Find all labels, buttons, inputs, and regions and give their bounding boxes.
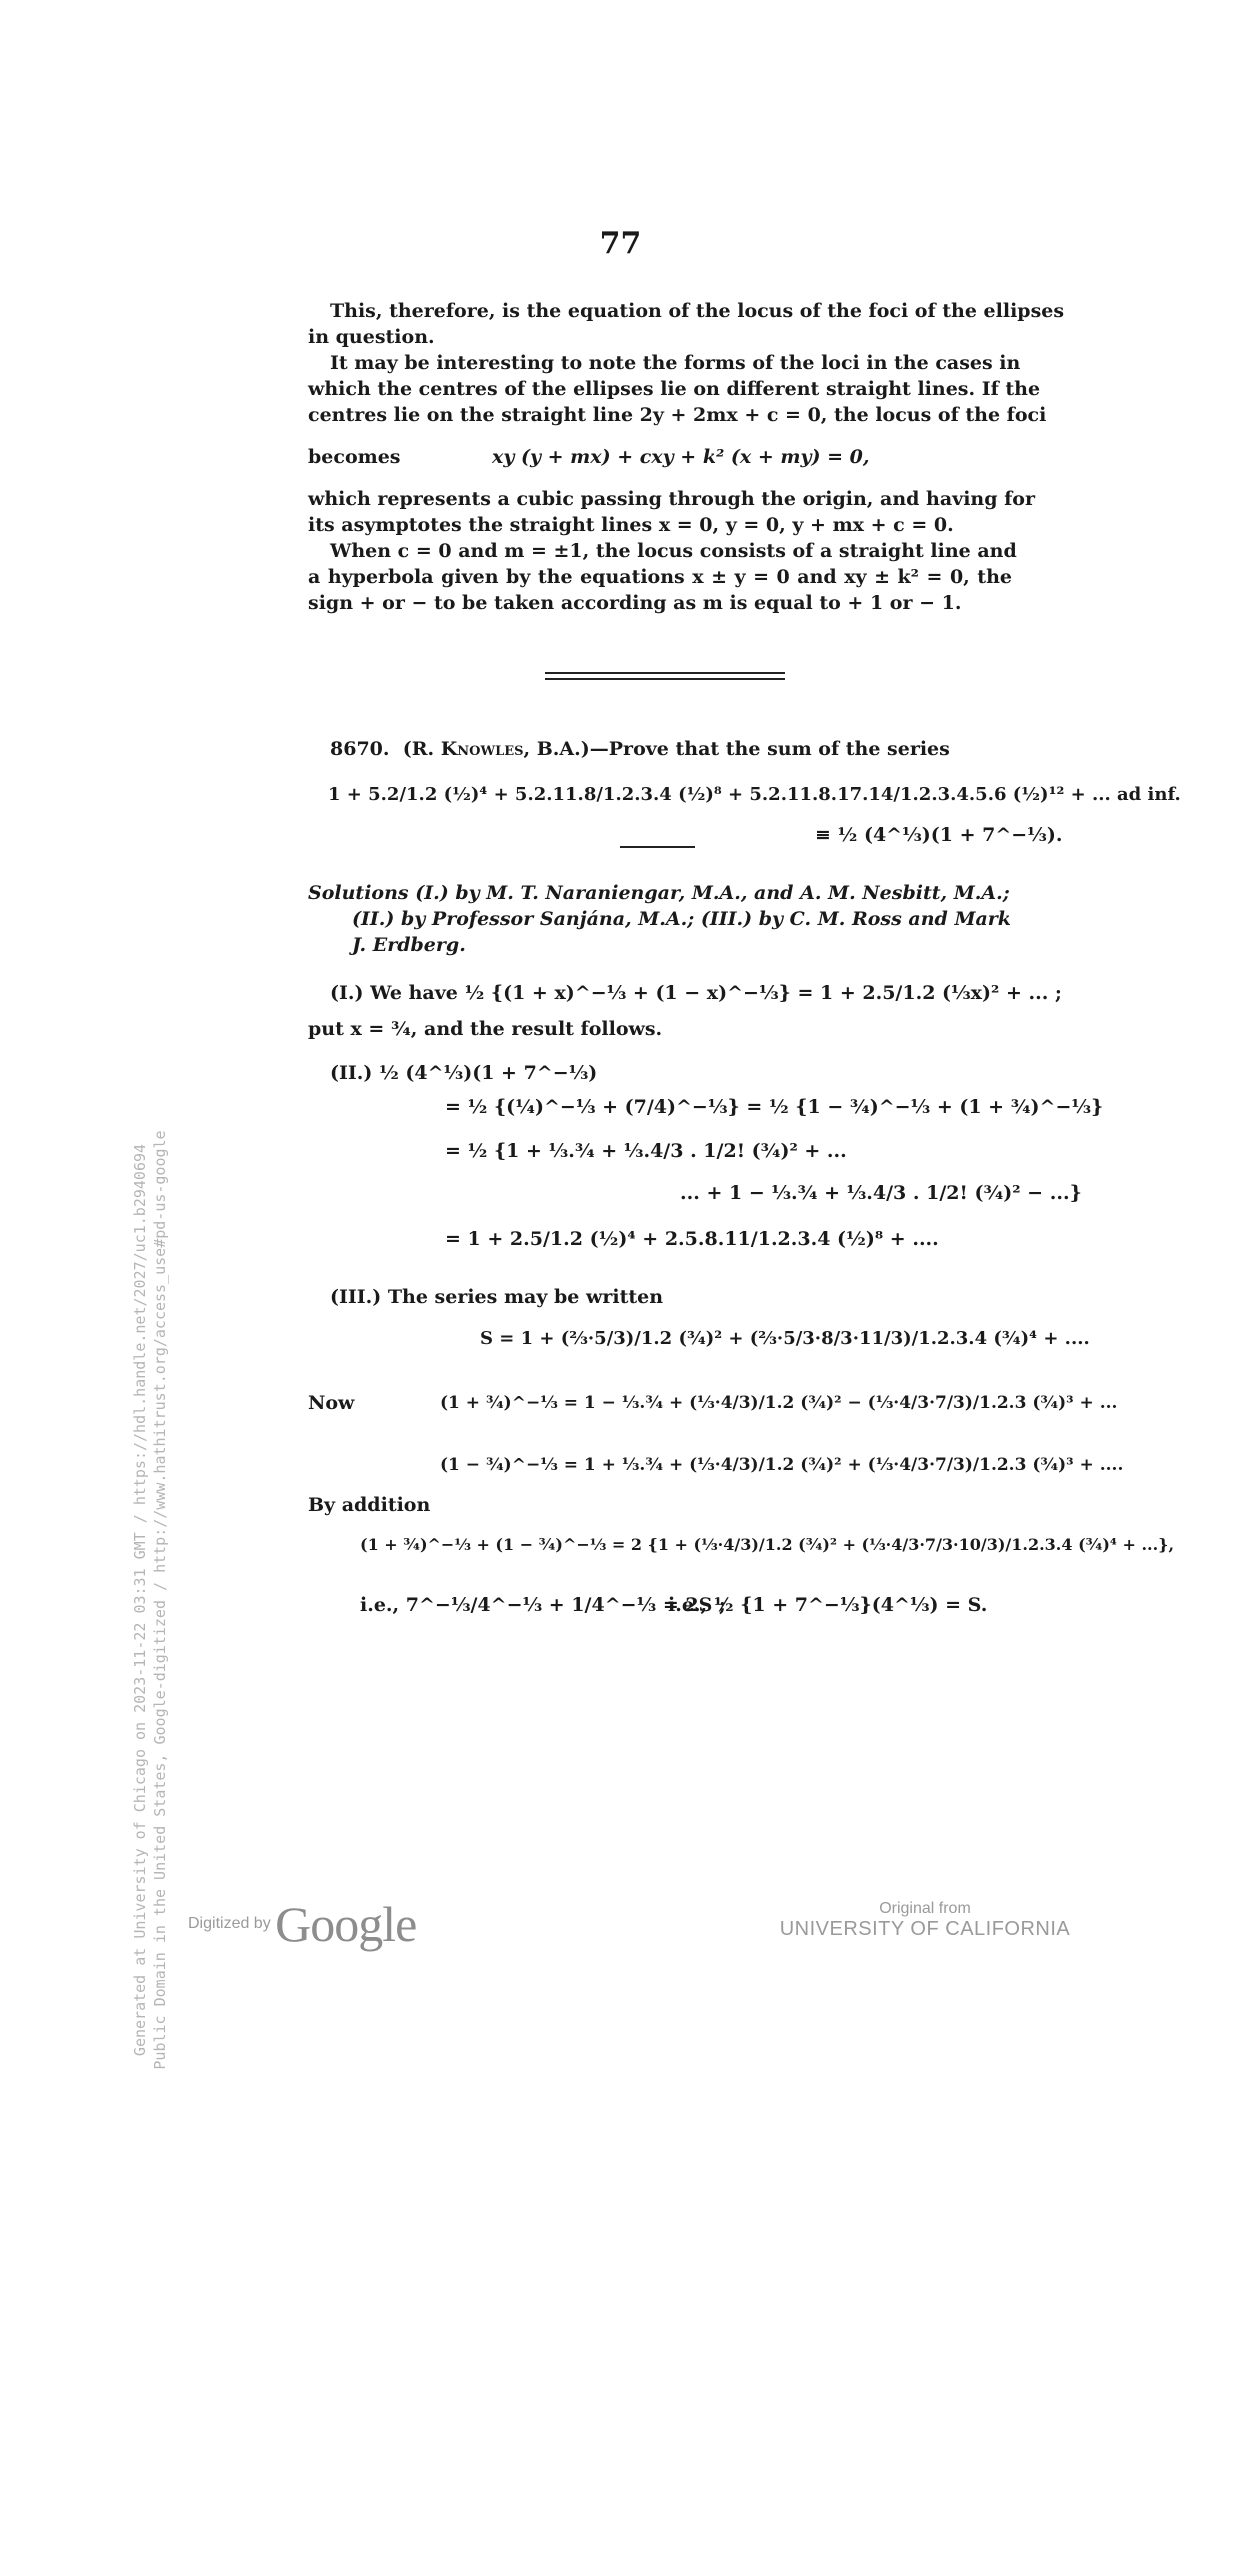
hathitrust-watermark — [130, 650, 170, 2550]
solution-1-line-2: put x = ¾, and the result follows. — [308, 1018, 663, 1040]
section-divider-bottom — [545, 678, 785, 680]
solution-1-line-1: (I.) We have ½ {(1 + x)^−⅓ + (1 − x)^−⅓} = 1 + 2.5/1.2 (⅓x)² + ... ; — [330, 982, 1062, 1004]
para3-line-1: which represents a cubic passing through the origin, and having for — [308, 488, 1035, 510]
solution-2-line-5: = 1 + 2.5/1.2 (½)⁴ + 2.5.8.11/1.2.3.4 (½)⁸ + .... — [445, 1228, 939, 1250]
problem-text: —Prove that the sum of the series — [589, 738, 950, 760]
para2-line-3: centres lie on the straight line 2y + 2mx + c = 0, the locus of the foci — [308, 404, 1047, 426]
solution-2-line-4: ... + 1 − ⅓.¾ + ⅓.4/3 . 1/2! (¾)² − ...} — [680, 1182, 1082, 1204]
para2-line-2: which the centres of the ellipses lie on different straight lines. If the — [308, 378, 1041, 400]
solution-3-ie-2: i.e., ½ {1 + 7^−⅓}(4^⅓) = S. — [668, 1594, 988, 1616]
solutions-heading-line-3: J. Erdberg. — [352, 934, 466, 956]
solution-2-line-3: = ½ {1 + ⅓.¾ + ⅓.4/3 . 1/2! (¾)² + ... — [445, 1140, 847, 1162]
para4-line-1: When c = 0 and m = ±1, the locus consists of a straight line and — [330, 540, 1017, 562]
solution-3-s-equation: S = 1 + (⅔·5/3)/1.2 (¾)² + (⅔·5/3·8/3·11/3)/1.2.3.4 (¾)⁴ + .... — [480, 1328, 1090, 1349]
solution-3-now-eq-1: (1 + ¾)^−⅓ = 1 − ⅓.¾ + (⅓·4/3)/1.2 (¾)² − (⅓·4/3·7/3)/1.2.3 (¾)³ + ... — [440, 1393, 1118, 1413]
page-number: 77 — [599, 226, 642, 261]
solution-2-line-1: (II.) ½ (4^⅓)(1 + 7^−⅓) — [330, 1062, 598, 1084]
para3-line-2: its asymptotes the straight lines x = 0, y = 0, y + mx + c = 0. — [308, 514, 954, 536]
solution-3-now-label: Now — [308, 1392, 355, 1414]
para4-line-2: a hyperbola given by the equations x ± y = 0 and xy ± k² = 0, the — [308, 566, 1012, 588]
problem-series: 1 + 5.2/1.2 (½)⁴ + 5.2.11.8/1.2.3.4 (½)⁸ + 5.2.11.8.17.14/1.2.3.4.5.6 (½)¹² + ... ad inf. — [328, 784, 1181, 805]
problem-short-rule — [620, 846, 695, 848]
original-from-label: Original from — [879, 1900, 971, 1917]
section-divider-top — [545, 672, 785, 674]
solution-3-now-eq-2: (1 − ¾)^−⅓ = 1 + ⅓.¾ + (⅓·4/3)/1.2 (¾)² + (⅓·4/3·7/3)/1.2.3 (¾)³ + .... — [440, 1455, 1124, 1475]
problem-author: (R. Knowles, B.A.) — [402, 738, 590, 760]
digitized-by-google — [188, 1895, 416, 1953]
problem-number: 8670. — [330, 738, 390, 760]
digitized-by-label: Digitized by — [188, 1915, 271, 1932]
para4-line-3: sign + or − to be taken according as m is equal to + 1 or − 1. — [308, 592, 962, 614]
becomes-equation: xy (y + mx) + cxy + k² (x + my) = 0, — [492, 446, 870, 468]
becomes-label: becomes — [308, 446, 401, 468]
solution-3-by-addition: By addition — [308, 1494, 431, 1516]
watermark-line-2: Public Domain in the United States, Google-digitized / http://www.hathitrust.org/access_use#pd-us-google — [151, 1130, 169, 2070]
para1-line-2: in question. — [308, 326, 435, 348]
problem-statement — [330, 736, 950, 762]
google-logo: Google — [275, 1896, 417, 1952]
solution-3-intro: (III.) The series may be written — [330, 1286, 664, 1308]
solutions-heading-line-1: Solutions (I.) by M. T. Naraniengar, M.A., and A. M. Nesbitt, M.A.; — [308, 882, 1010, 904]
para1-line-1: This, therefore, is the equation of the locus of the foci of the ellipses — [330, 300, 1065, 322]
solutions-heading-line-2: (II.) by Professor Sanjána, M.A.; (III.) by C. M. Ross and Mark — [352, 908, 1011, 930]
original-from — [760, 1900, 1090, 1941]
watermark-line-1: Generated at University of Chicago on 2023-11-22 03:31 GMT / https://hdl.handle.net/2027/uc1.b2940694 — [131, 1143, 149, 2057]
solution-3-ie-1: i.e., 7^−⅓/4^−⅓ + 1/4^−⅓ = 2S ; — [360, 1594, 726, 1616]
problem-result: ≡ ½ (4^⅓)(1 + 7^−⅓). — [815, 824, 1063, 846]
solution-2-line-2: = ½ {(¼)^−⅓ + (7/4)^−⅓} = ½ {1 − ¾)^−⅓ + (1 + ¾)^−⅓} — [445, 1096, 1104, 1118]
solution-3-addition-eq: (1 + ¾)^−⅓ + (1 − ¾)^−⅓ = 2 {1 + (⅓·4/3)/1.2 (¾)² + (⅓·4/3·7/3·10/3)/1.2.3.4 (¾)⁴ + ...}, — [360, 1535, 1175, 1554]
university-name: UNIVERSITY OF CALIFORNIA — [779, 1918, 1071, 1940]
para2-line-1: It may be interesting to note the forms of the loci in the cases in — [330, 352, 1021, 374]
